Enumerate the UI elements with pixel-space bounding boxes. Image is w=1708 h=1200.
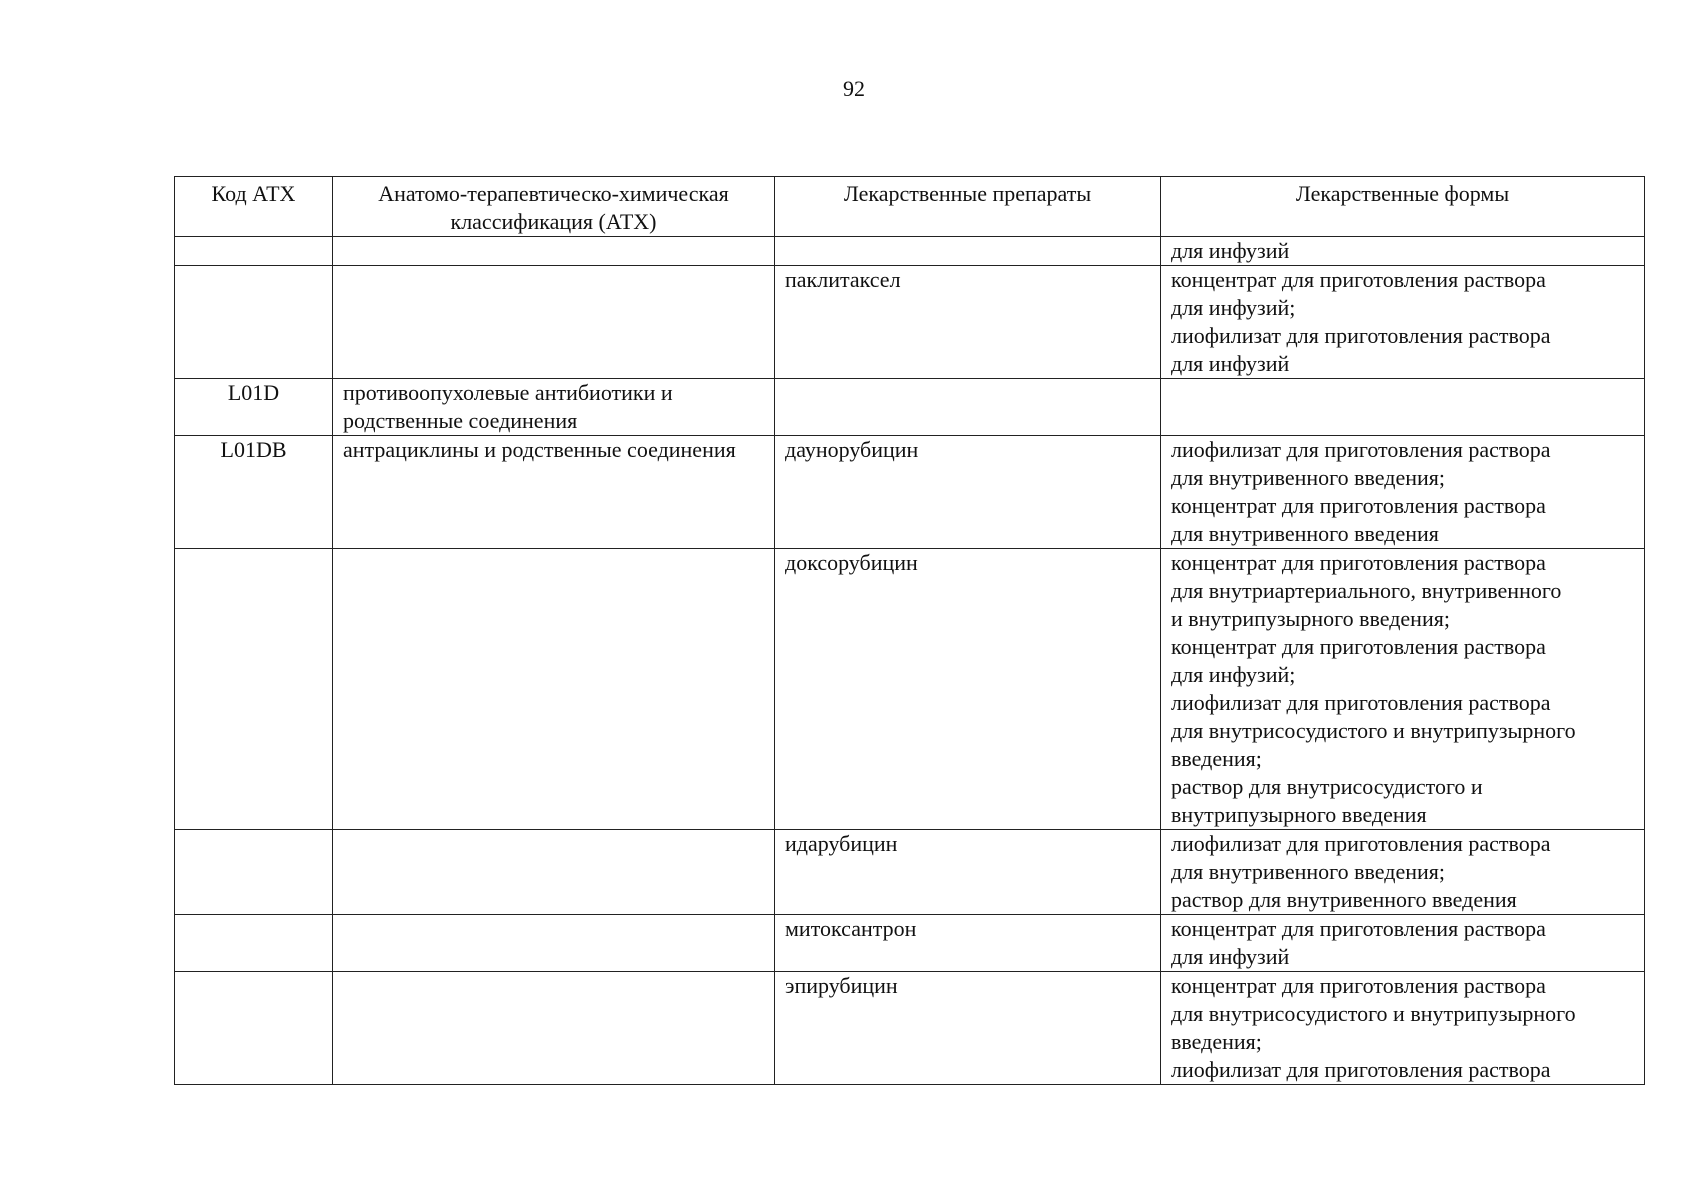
dosage-form-line: введения; (1171, 746, 1262, 771)
table-row (175, 830, 1645, 915)
table-row (175, 972, 1645, 1085)
dosage-form-line: для инфузий (1171, 944, 1290, 969)
dosage-form-line: концентрат для приготовления раствора (1171, 267, 1546, 292)
drug-name-cell: даунорубицин (775, 436, 1161, 549)
dosage-forms-cell (1161, 379, 1645, 436)
dosage-form-line: и внутрипузырного введения; (1171, 606, 1450, 631)
dosage-form-line: концентрат для приготовления раствора (1171, 493, 1546, 518)
drug-name-cell: доксорубицин (775, 549, 1161, 830)
drug-name-cell (775, 237, 1161, 266)
drug-name-cell: идарубицин (775, 830, 1161, 915)
dosage-form-line: для внутривенного введения; (1171, 465, 1446, 490)
dosage-forms-cell (1161, 830, 1645, 915)
atx-code-cell: L01D (175, 379, 333, 436)
dosage-form-line: внутрипузырного введения (1171, 802, 1427, 827)
header-dosage-forms: Лекарственные формы (1161, 177, 1645, 237)
table-row (175, 237, 1645, 266)
classification-cell: противоопухолевые антибиотики и родственные соединения (333, 379, 775, 436)
table-row (175, 915, 1645, 972)
header-classification: Анатомо-терапевтическо-химическая классификация (АТХ) (333, 177, 775, 237)
header-drugs: Лекарственные препараты (775, 177, 1161, 237)
dosage-form-line: лиофилизат для приготовления раствора (1171, 1057, 1551, 1082)
header-atx-code: Код АТХ (175, 177, 333, 237)
classification-cell (333, 915, 775, 972)
atx-code-cell (175, 549, 333, 830)
dosage-form-line: концентрат для приготовления раствора (1171, 916, 1546, 941)
dosage-forms-cell (1161, 549, 1645, 830)
dosage-forms-cell (1161, 915, 1645, 972)
dosage-form-line: лиофилизат для приготовления раствора (1171, 831, 1551, 856)
classification-cell (333, 830, 775, 915)
drug-name-cell: эпирубицин (775, 972, 1161, 1085)
dosage-form-line: для внутрисосудистого и внутрипузырного (1171, 718, 1576, 743)
dosage-forms-cell (1161, 972, 1645, 1085)
drug-name-cell: паклитаксел (775, 266, 1161, 379)
dosage-forms-cell (1161, 436, 1645, 549)
classification-cell (333, 972, 775, 1085)
drug-name-cell: митоксантрон (775, 915, 1161, 972)
atx-code-cell: L01DB (175, 436, 333, 549)
dosage-form-line: для внутриартериального, внутривенного (1171, 578, 1562, 603)
dosage-form-line: для инфузий (1171, 351, 1290, 376)
dosage-form-line: для инфузий; (1171, 295, 1296, 320)
classification-cell: антрациклины и родственные соединения (333, 436, 775, 549)
table-row (175, 436, 1645, 549)
atx-code-cell (175, 972, 333, 1085)
table-body (175, 237, 1645, 1085)
table-row (175, 266, 1645, 379)
classification-cell (333, 266, 775, 379)
dosage-form-line: для внутривенного введения (1171, 521, 1439, 546)
dosage-forms-cell (1161, 266, 1645, 379)
dosage-form-line: лиофилизат для приготовления раствора (1171, 690, 1551, 715)
atx-classification-table (174, 176, 1645, 1085)
dosage-form-line: для инфузий (1171, 238, 1290, 263)
dosage-forms-cell (1161, 237, 1645, 266)
dosage-form-line: лиофилизат для приготовления раствора (1171, 323, 1551, 348)
table-row (175, 379, 1645, 436)
atx-code-cell (175, 237, 333, 266)
dosage-form-line: для внутрисосудистого и внутрипузырного (1171, 1001, 1576, 1026)
dosage-form-line: лиофилизат для приготовления раствора (1171, 437, 1551, 462)
classification-cell (333, 549, 775, 830)
dosage-form-line: для внутривенного введения; (1171, 859, 1446, 884)
atx-code-cell (175, 266, 333, 379)
dosage-form-line: введения; (1171, 1029, 1262, 1054)
classification-cell (333, 237, 775, 266)
dosage-form-line: раствор для внутривенного введения (1171, 887, 1517, 912)
table-row (175, 549, 1645, 830)
drug-name-cell (775, 379, 1161, 436)
dosage-form-line: концентрат для приготовления раствора (1171, 634, 1546, 659)
dosage-form-line: раствор для внутрисосудистого и (1171, 774, 1483, 799)
dosage-form-line: для инфузий; (1171, 662, 1296, 687)
table-header-row (175, 177, 1645, 237)
atx-code-cell (175, 830, 333, 915)
atx-code-cell (175, 915, 333, 972)
dosage-form-line: концентрат для приготовления раствора (1171, 973, 1546, 998)
page-number: 92 (843, 76, 865, 101)
dosage-form-line: концентрат для приготовления раствора (1171, 550, 1546, 575)
